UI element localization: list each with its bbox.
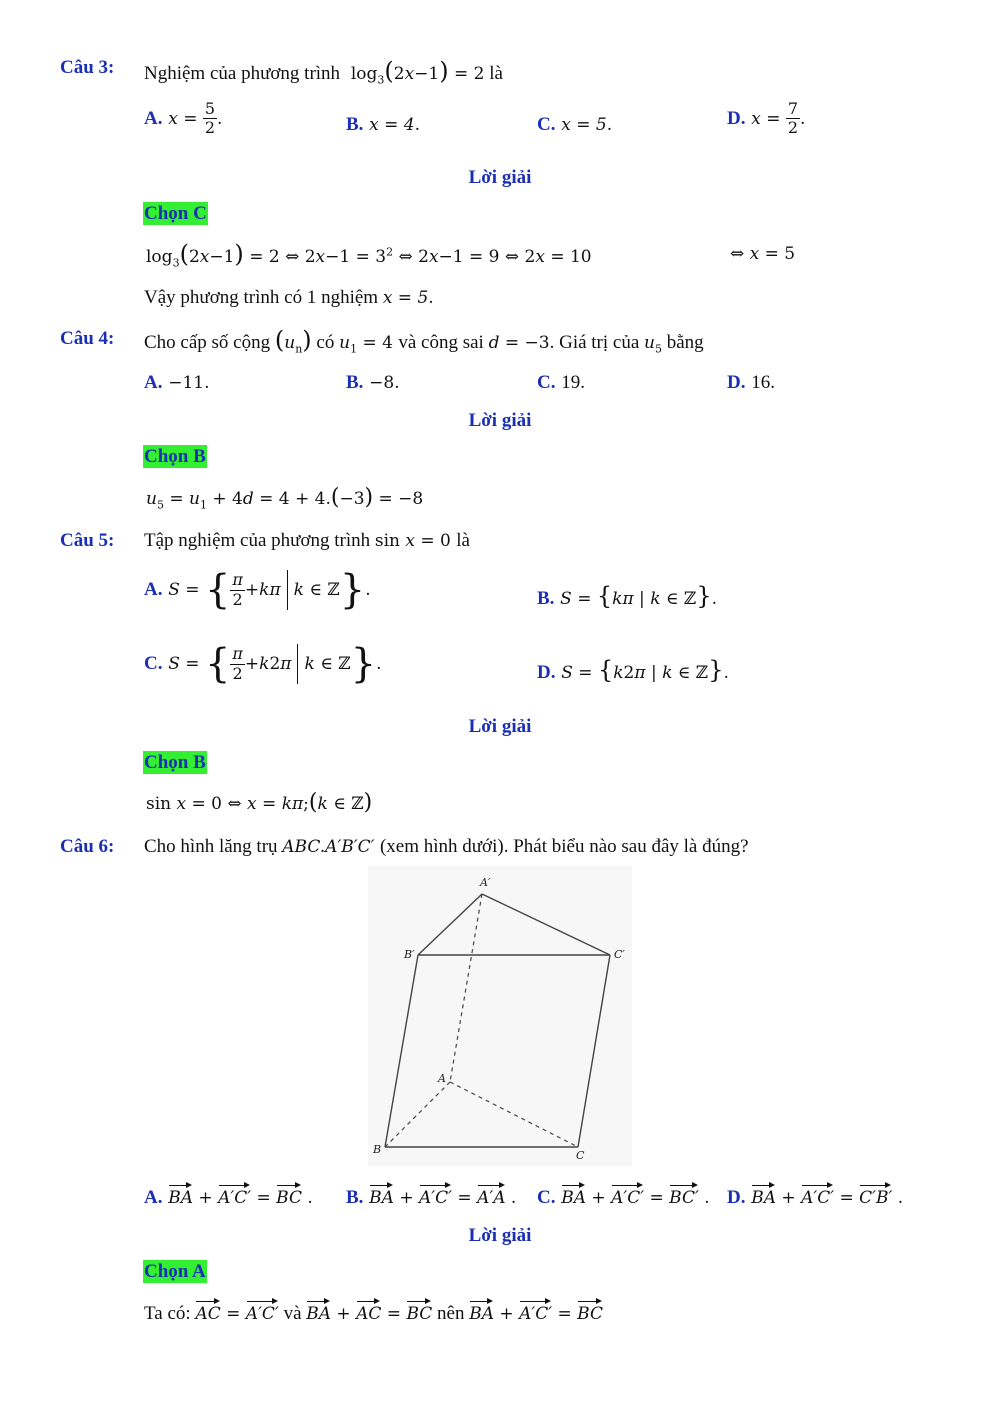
q6-stem-2: (xem hình dưới). Phát biểu nào sau đây là đúng? (379, 836, 749, 857)
option-value: −11 (168, 373, 205, 393)
q4-solution-title: Lời giải (468, 410, 532, 431)
option-label: C. (144, 653, 163, 674)
q6-sol-text-3: nên (437, 1303, 465, 1324)
conclusion-math: x = 5 (382, 288, 429, 308)
question-3-stem-end: là (489, 63, 503, 84)
q5-option-a[interactable]: A. S = { $\frac{\pi}{2}$ +kπ k ∈ ℤ}. (144, 567, 371, 613)
option-label: B. (346, 372, 364, 393)
option-label: A. (144, 579, 163, 600)
q5-solution-steps: sin x = 0 ⇔ x = kπ;(k ∈ ℤ) (146, 790, 373, 815)
option-label: A. (144, 1187, 163, 1208)
vertex-label-a-prime: A′ (480, 876, 491, 889)
vertex-label-c: C (576, 1149, 585, 1162)
question-6-text: Cho hình lăng trụ ABC.A′B′C′ (xem hình dưới). Phát biểu nào sau đây là đúng? (144, 836, 749, 857)
q3-solution-steps: $\log_3(2x-1) = 2$ ⇔ $2x-1 = 3^2$ ⇔ 2x−1 = 9 ⇔ 2x = 10 (146, 240, 592, 270)
q4-option-d[interactable] (727, 372, 775, 394)
option-label: C. (537, 114, 556, 135)
q6-option-d[interactable]: D. BA + A′C′ = C′B′ . (727, 1182, 903, 1209)
q5-option-d[interactable]: D. S = {k2π | k ∈ ℤ}. (537, 656, 729, 684)
q4-choice-badge (143, 446, 207, 468)
q6-choice-badge (143, 1261, 207, 1283)
q4-option-b[interactable]: B. −8. (346, 372, 400, 393)
q4-stem-4: . Giá trị của (549, 332, 640, 353)
option-label: B. (537, 588, 555, 609)
q6-option-c[interactable]: C. BA + A′C′ = BC′ . (537, 1182, 710, 1209)
q4-stem-2: có (316, 332, 335, 353)
q4-solution-steps: $u_5 = u_1 + 4d = 4 + 4.(-3) = -8$ (146, 485, 424, 512)
q6-option-b[interactable]: B. BA + A′C′ = A′A . (346, 1182, 516, 1209)
prism-figure (368, 866, 632, 1166)
vertex-label-b: B (373, 1143, 382, 1156)
choice-text: Chọn B (144, 446, 206, 467)
choice-text: Chọn C (144, 203, 207, 224)
question-5-label: Câu 5: (60, 530, 115, 551)
q6-stem-1: Cho hình lăng trụ (144, 836, 278, 857)
option-value: 19. (561, 372, 585, 393)
q4-option-a[interactable]: A. −11. (144, 372, 210, 393)
option-label: D. (727, 372, 746, 393)
q3-option-a[interactable]: A. x = $\frac{5}{2}$ . (144, 99, 223, 138)
option-label: C. (537, 1187, 556, 1208)
question-3-label: Câu 3: (60, 57, 115, 78)
option-value: 16. (751, 372, 775, 393)
fraction-numerator: 7 (787, 99, 799, 118)
option-label: D. (537, 662, 556, 683)
q5-option-b[interactable]: B. S = {kπ | k ∈ ℤ}. (537, 582, 718, 610)
q5-stem: Tập nghiệm của phương trình (144, 530, 371, 551)
q3-option-d[interactable]: D. x = $\frac{7}{2}$ . (727, 99, 806, 138)
question-4-text: Cho cấp số cộng $(u_n)$ có $u_1 = 4$ và công sai d = −3. Giá trị của $u_5$ bằng (144, 326, 704, 356)
q5-solution-title: Lời giải (468, 716, 532, 737)
option-label: A. (144, 107, 163, 129)
option-label: B. (346, 114, 364, 135)
q6-sol-text-2: và (283, 1303, 302, 1324)
question-3-text: Nghiệm của phương trình $\log_3(2x-1) = 2$ là (144, 57, 503, 87)
q6-sol-text-1: Ta có: (144, 1303, 191, 1324)
option-value: x = 4 (369, 115, 415, 135)
q3-option-c[interactable]: C. x = 5. (537, 114, 613, 135)
conclusion-text: Vậy phương trình có 1 nghiệm (144, 287, 379, 308)
vertex-label-a: A (438, 1072, 446, 1085)
q5-option-c[interactable]: C. S = { $\frac{\pi}{2}$ +k2π k ∈ ℤ}. (144, 641, 382, 687)
option-label: D. (727, 1187, 746, 1208)
q5-choice-badge (143, 752, 207, 774)
fraction-denominator: 2 (787, 118, 799, 138)
q3-option-b[interactable]: B. x = 4. (346, 114, 421, 135)
q5-stem-end: là (456, 530, 470, 551)
q3-solution-result: ⇔ x = 5 (730, 244, 796, 264)
fraction-denominator: 2 (204, 118, 216, 138)
option-label: D. (727, 107, 746, 129)
q4-stem-3: và công sai (398, 332, 484, 353)
q3-conclusion: Vậy phương trình có 1 nghiệm x = 5. (144, 287, 434, 308)
q6-solution-line: Ta có: AC = A′C′ và BA + AC = BC nên BA + A′C′ = BC (144, 1298, 603, 1325)
question-3-stem: Nghiệm của phương trình (144, 63, 341, 84)
vertex-label-c-prime: C′ (614, 948, 625, 961)
option-label: B. (346, 1187, 364, 1208)
q4-stem-5: bằng (666, 332, 704, 353)
fraction-numerator: 5 (204, 99, 216, 118)
q4-stem-1: Cho cấp số cộng (144, 332, 271, 353)
question-5-text: Tập nghiệm của phương trình sin x = 0 là (144, 530, 470, 551)
q6-solution-title: Lời giải (468, 1225, 532, 1246)
question-4-label: Câu 4: (60, 328, 115, 349)
choice-text: Chọn A (144, 1261, 206, 1282)
vertex-label-b-prime: B′ (404, 948, 415, 961)
option-value: x = 5 (561, 115, 607, 135)
option-label: C. (537, 372, 556, 393)
q4-option-c[interactable] (537, 372, 585, 394)
choice-text: Chọn B (144, 752, 206, 773)
option-label: A. (144, 372, 163, 393)
question-6-label: Câu 6: (60, 836, 115, 857)
option-value: −8 (369, 373, 395, 393)
q3-choice-badge (143, 203, 208, 225)
q3-solution-title: Lời giải (468, 167, 532, 188)
q6-option-a[interactable]: A. BA + A′C′ = BC . (144, 1182, 313, 1209)
